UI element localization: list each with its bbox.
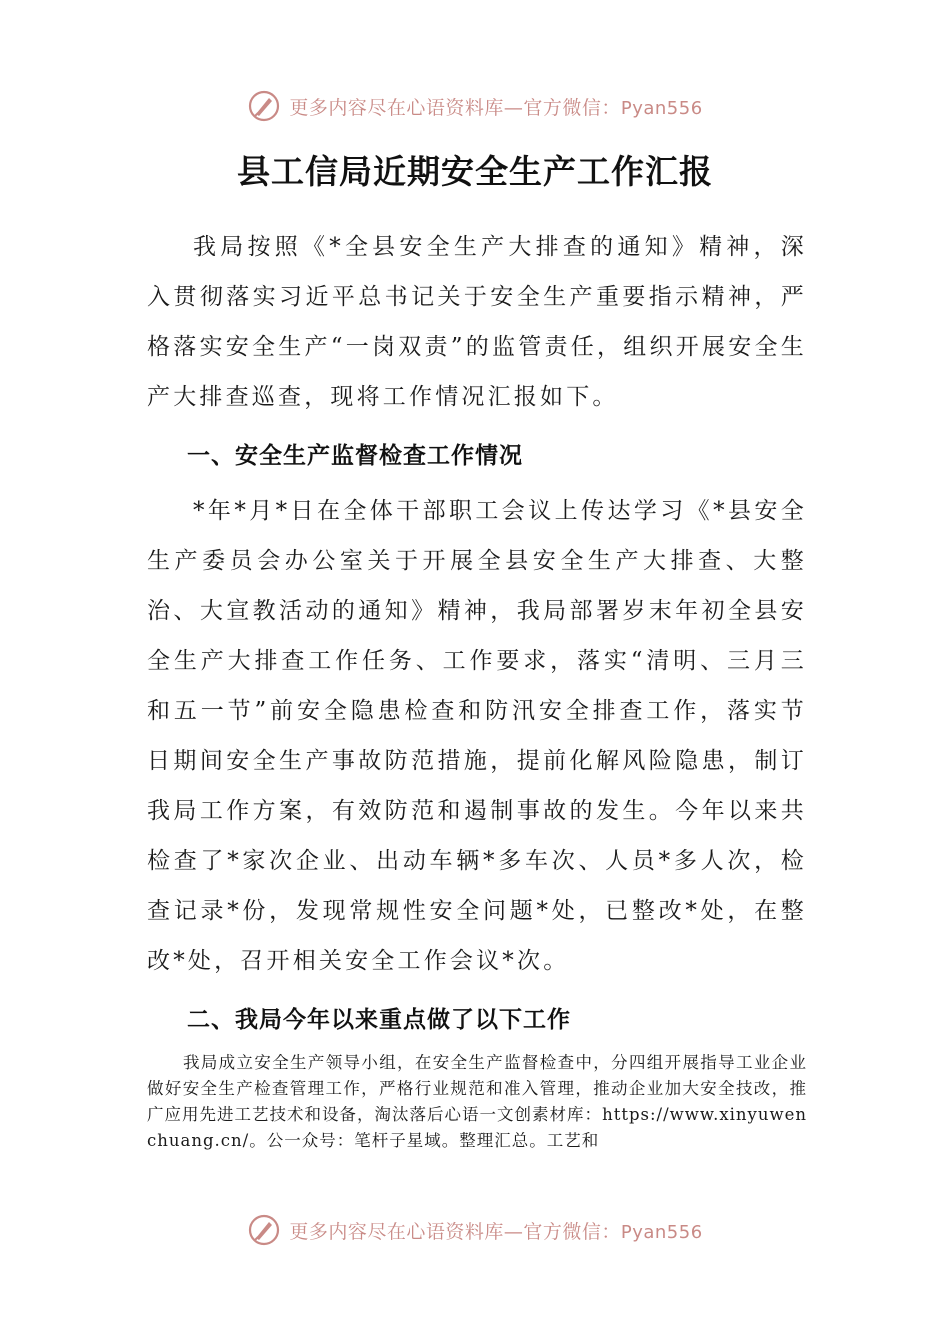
intro-paragraph: 我局按照《*全县安全生产大排查的通知》精神，深入贯彻落实习近平总书记关于安全生产重要指示精神，严格落实安全生产“一岗双责”的监管责任，组织开展安全生产大排查巡查，现将工作情况汇报如下。 — [147, 234, 807, 410]
section-1-paragraph: *年*月*日在全体干部职工会议上传达学习《*县安全生产委员会办公室关于开展全县安全生产大排查、大整治、大宣教活动的通知》精神，我局部署岁末年初全县安全生产大排查工作任务、工作要求，落实“清明、三月三和五一节”前安全隐患检查和防汛安全排查工作，落实节日期间安全生产事故防范措施，提前化解风险隐患，制订我局工作方案，有效防范和遏制事故的发生。今年以来共检查了*家次企业、出动车辆*多车次、人员*多人次，检查记录*份，发现常规性安全问题*处，已整改*处，在整改*处，召开相关安全工作会议*次。 — [147, 498, 807, 974]
brush-logo-icon — [247, 89, 281, 123]
watermark-wechat-id: Pyan556 — [620, 1221, 703, 1243]
watermark-text: 更多内容尽在心语资料库—官方微信：Pyan556 — [289, 1220, 703, 1243]
section-1-heading: 一、安全生产监督检查工作情况 — [187, 443, 523, 469]
watermark-footer — [0, 1210, 950, 1250]
section-2-heading: 二、我局今年以来重点做了以下工作 — [187, 1007, 571, 1033]
document-body — [147, 222, 807, 1154]
watermark-header — [0, 86, 950, 126]
section-2-paragraph: 我局成立安全生产领导小组，在安全生产监督检查中，分四组开展指导工业企业做好安全生产检查管理工作，严格行业规范和准入管理，推动企业加大安全技改，推广应用先进工艺技术和设备，淘汰落后心语一文创素材库：https://www.xinyuwenchuang.cn/。公一众号：笔杆子星域。整理汇总。工艺和 — [147, 1053, 807, 1150]
watermark-text: 更多内容尽在心语资料库—官方微信：Pyan556 — [289, 96, 703, 119]
document-title: 县工信局近期安全生产工作汇报 — [237, 152, 713, 191]
watermark-wechat-id: Pyan556 — [620, 97, 703, 119]
brush-logo-icon — [247, 1213, 281, 1247]
